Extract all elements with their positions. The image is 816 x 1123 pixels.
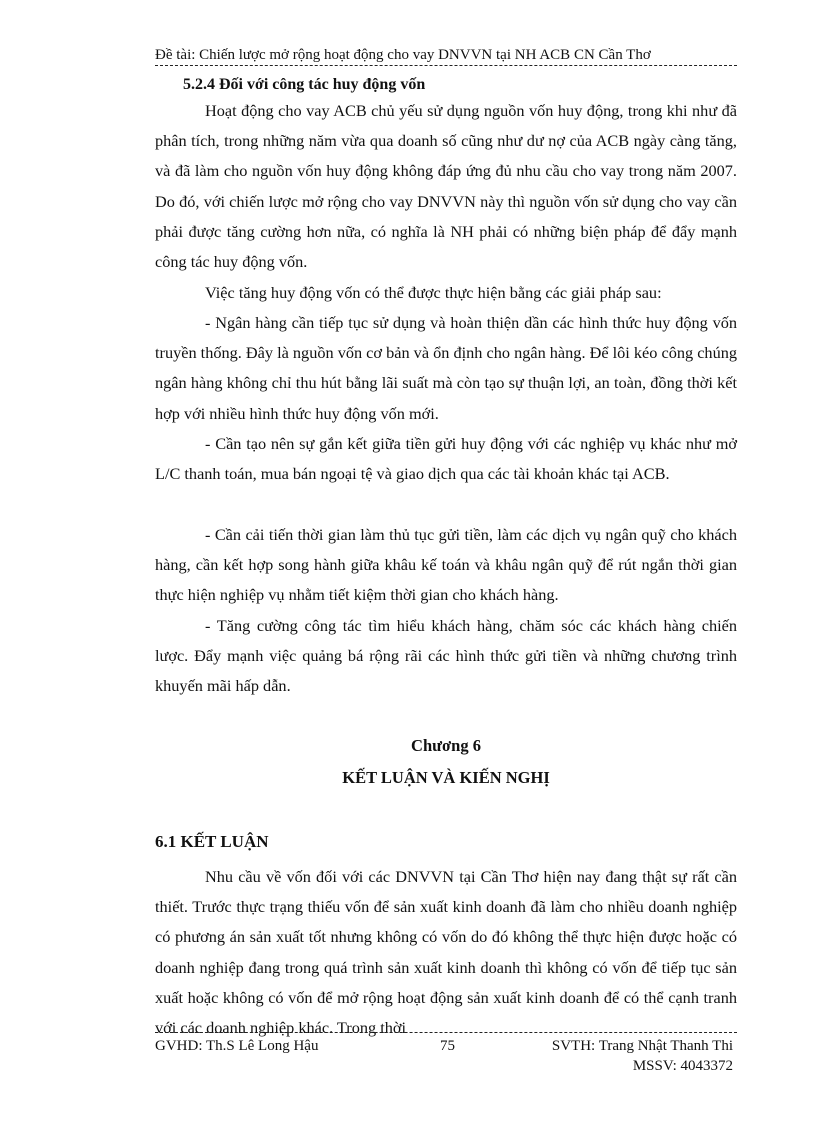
page-footer — [155, 1032, 737, 1074]
paragraph-solution-2: - Cần tạo nên sự gắn kết giữa tiền gửi huy động với các nghiệp vụ khác như mở L/C thanh toán, mua bán ngoại tệ và giao dịch qua các tài khoản khác tại ACB. — [155, 434, 737, 484]
chapter-number: Chương 6 — [411, 736, 481, 755]
section-heading: 5.2.4 Đối với công tác huy động vốn — [183, 76, 426, 93]
footer-student: SVTH: Trang Nhật Thanh Thi — [551, 1038, 733, 1054]
paragraph-solution-1: - Ngân hàng cần tiếp tục sử dụng và hoàn thiện dần các hình thức huy động vốn truyền thống. Đây là nguồn vốn cơ bản và ổn định cho ngân hàng. Để lôi kéo công chúng ngân hàng không chỉ thu hút bằng lãi suất mà còn tạo sự thuận lợi, an toàn, đồng thời kết hợp với nhiều hình thức huy động vốn mới. — [155, 313, 737, 423]
page-header: Đề tài: Chiến lược mở rộng hoạt động cho vay DNVVN tại NH ACB CN Cần Thơ — [155, 46, 737, 66]
paragraph-conclusion: Nhu cầu về vốn đối với các DNVVN tại Cần Thơ hiện nay đang thật sự rất cần thiết. Trước thực trạng thiếu vốn để sản xuất kinh doanh đã làm cho nhiều doanh nghiệp có phương án sản xuất tốt nhưng không có vốn do đó không thể thực hiện được hoặc có doanh nghiệp đang trong quá trình sản xuất kinh doanh thì không có vốn để tiếp tục sản xuất hoặc không có vốn để mở rộng hoạt động sản xuất kinh doanh để có thể cạnh tranh với các doanh nghiệp khác. Trong thời — [155, 867, 737, 1038]
footer-student-id: MSSV: 4043372 — [632, 1058, 733, 1074]
page-number: 75 — [440, 1038, 455, 1054]
chapter-title: KẾT LUẬN VÀ KIẾN NGHỊ — [342, 768, 550, 787]
paragraph-solution-3: - Cần cải tiến thời gian làm thủ tục gửi tiền, làm các dịch vụ ngân quỹ cho khách hàng, cần kết hợp song hành giữa khâu kế toán và khâu ngân quỹ để rút ngắn thời gian thực hiện nghiệp vụ nhằm tiết kiệm thời gian cho khách hàng. — [155, 525, 737, 605]
paragraph-solutions-lead: Việc tăng huy động vốn có thể được thực hiện bằng các giải pháp sau: — [205, 283, 662, 302]
subsection-heading: 6.1 KẾT LUẬN — [155, 832, 269, 851]
paragraph-solution-4: - Tăng cường công tác tìm hiểu khách hàng, chăm sóc các khách hàng chiến lược. Đẩy mạnh việc quảng bá rộng rãi các hình thức gửi tiền và những chương trình khuyến mãi hấp dẫn. — [155, 616, 737, 696]
footer-advisor: GVHD: Th.S Lê Long Hậu — [155, 1038, 319, 1054]
paragraph-intro: Hoạt động cho vay ACB chủ yếu sử dụng nguồn vốn huy động, trong khi như đã phân tích, trong những năm vừa qua doanh số cũng như dư nợ của ACB ngày càng tăng, và đã làm cho nguồn vốn huy động không đáp ứng đủ nhu cầu cho vay trong năm 2007. Do đó, với chiến lược mở rộng cho vay DNVVN này thì nguồn vốn sử dụng cho vay cần phải được tăng cường hơn nữa, có nghĩa là NH phải có những biện pháp để đẩy mạnh công tác huy động vốn. — [155, 101, 737, 272]
